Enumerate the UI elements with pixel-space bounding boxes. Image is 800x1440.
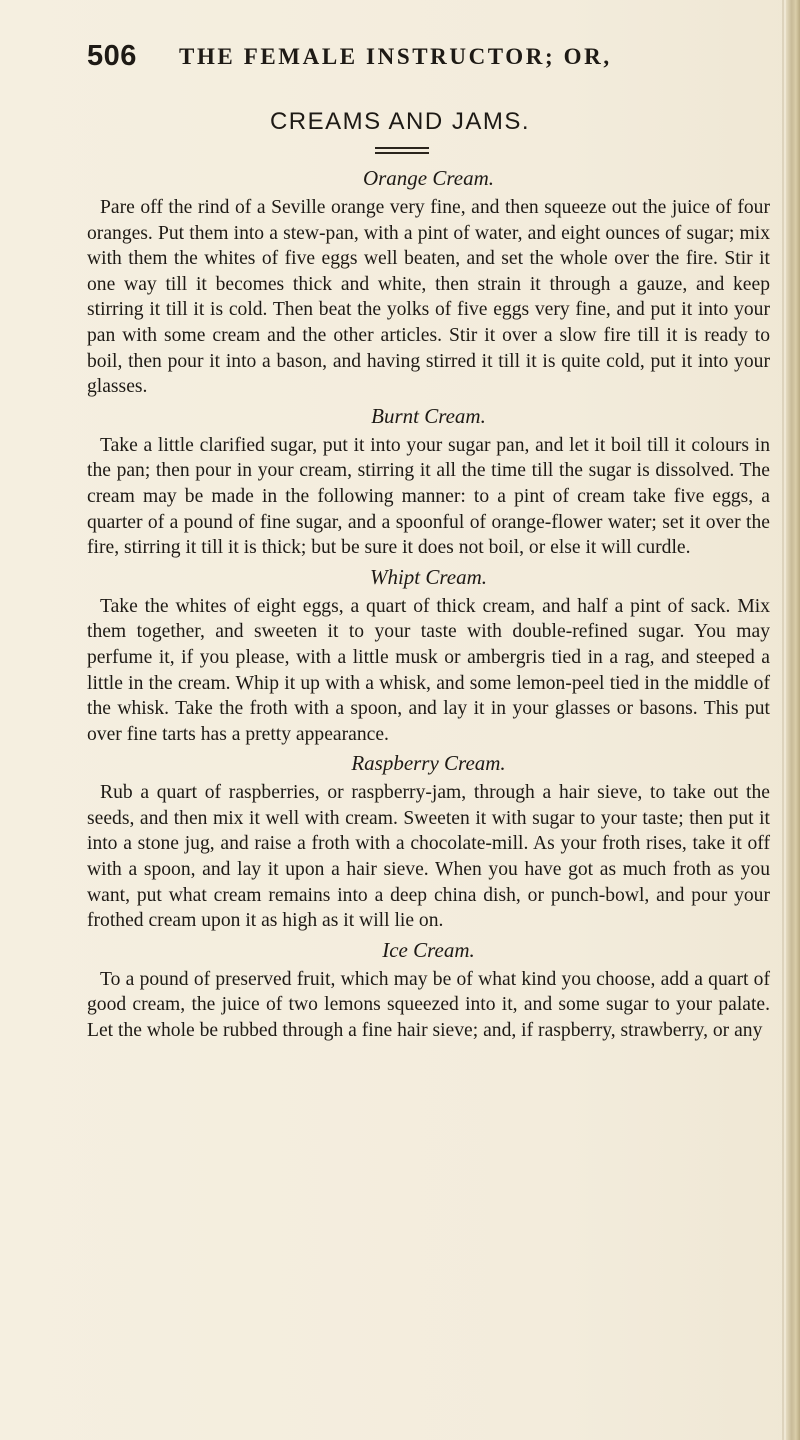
recipe-whipt-cream (87, 563, 770, 748)
double-rule-top (375, 147, 429, 149)
recipe-body: Pare off the rind of a Seville orange very fine, and then squeeze out the juice of four oranges. Put them into a stew-pan, with a pint of water, and eight ounces of sugar; mix with them the whites of five eggs well beaten, and set the whole over the fire. Stir it one way till it becomes thick and white, then strain it through a gauze, and keep stirring it till it is cold. Then beat the yolks of five eggs very fine, and put it into your pan with some cream and the other articles. Stir it over a slow fire till it is ready to boil, then pour it into a bason, and having stirred it till it is quite cold, put it into your glasses. (87, 197, 770, 398)
recipe-raspberry-cream (87, 749, 770, 934)
recipe-orange-cream (87, 164, 770, 400)
recipe-body: Take the whites of eight eggs, a quart of thick cream, and half a pint of sack. Mix them together, and sweeten it to your taste with double-refined sugar. You may perfume it, if you please, with a little musk or ambergris tied in a rag, and steeped a little in the cream. Whip it up with a whisk, and some lemon-peel tied in the middle of the whisk. Take the froth with a spoon, and lay it in your glasses or basons. This put over fine tarts has a pretty appearance. (87, 595, 770, 745)
recipe-title: Burnt Cream. (371, 403, 486, 428)
recipe-body: Rub a quart of raspberries, or raspberry-jam, through a hair sieve, to take out the seeds, and then mix it well with cream. Sweeten it with sugar to your taste; then put it into a stone jug, and raise a froth with a chocolate-mill. As your froth rises, take it off with a spoon, and lay it upon a hair sieve. When you have got as much froth as you want, put what cream remains into a deep china dish, or punch-bowl, and pour your frothed cream upon it as high as it will lie on. (87, 782, 770, 932)
section-title: CREAMS AND JAMS. (269, 108, 531, 135)
recipe-title: Whipt Cream. (369, 564, 488, 589)
page-edge-line (782, 0, 784, 1440)
double-rule-bottom (375, 152, 429, 154)
recipe-body: Take a little clarified sugar, put it into your sugar pan, and let it boil till it colours in the pan; then pour in your cream, stirring it all the time till the sugar is dissolved. The cream may be made in the following manner: to a pint of cream take five eggs, a quarter of a pound of fine sugar, and a spoonful of orange-flower water; set it over the fire, stirring it till it is thick; but be sure it does not boil, or else it will curdle. (87, 434, 770, 559)
page-number: 506 (87, 40, 137, 72)
body-text (87, 162, 770, 1044)
recipe-ice-cream (87, 936, 770, 1044)
page-edge-shadow (786, 0, 800, 1440)
running-header (87, 40, 727, 84)
running-title: THE FEMALE INSTRUCTOR; OR, (179, 44, 612, 69)
recipe-title: Raspberry Cream. (351, 751, 506, 776)
recipe-body: To a pound of preserved fruit, which may be of what kind you choose, add a quart of good cream, the juice of two lemons squeezed into it, and some sugar to your palate. Let the whole be rubbed through a fine hair sieve; and, if raspberry, strawberry, or any (87, 968, 770, 1042)
recipe-burnt-cream (87, 402, 770, 561)
recipe-title: Orange Cream. (362, 166, 495, 190)
recipe-title: Ice Cream. (382, 937, 475, 962)
